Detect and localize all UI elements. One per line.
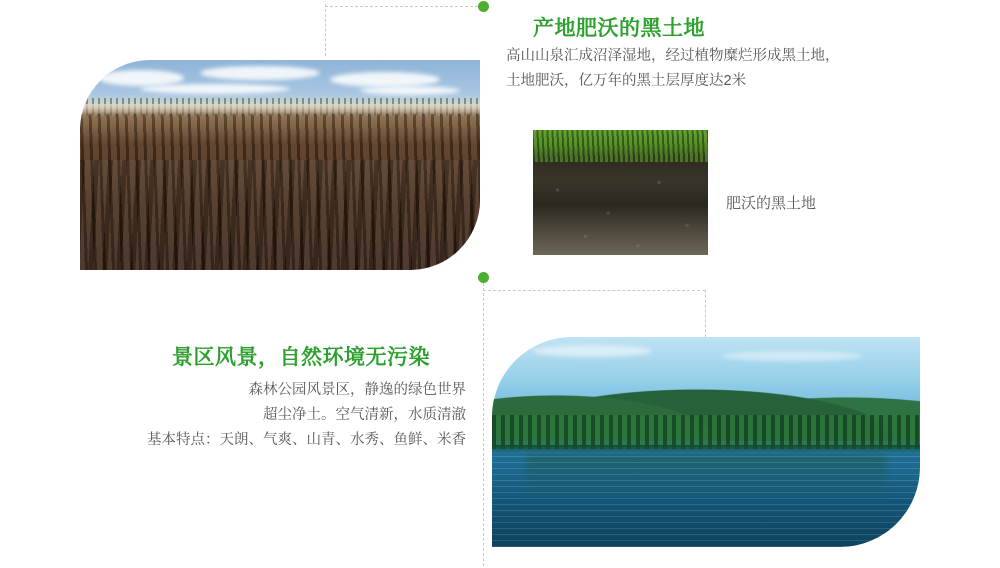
- section-paragraph-scenery: [118, 378, 466, 453]
- green-dot-marker-top: [478, 1, 489, 12]
- connector-line-vertical-middle: [483, 278, 484, 566]
- lake-shoreline: [492, 445, 920, 453]
- paragraph-line: 森林公园风景区，静逸的绿色世界: [248, 382, 466, 398]
- connector-line-horizontal-middle: [483, 290, 705, 291]
- paragraph-line: 土地肥沃，亿万年的黑土层厚度达2米: [506, 73, 747, 89]
- field-horizon: [80, 104, 480, 114]
- paragraph-line: 基本特点：天朗、气爽、山青、水秀、鱼鲜、米香: [147, 432, 466, 448]
- section-headline-scenery: 景区风景，自然环境无污染: [172, 346, 430, 369]
- lake-water-ripples: [492, 453, 920, 547]
- paragraph-line: 高山山泉汇成沼泽湿地，经过植物糜烂形成黑土地，: [506, 48, 840, 64]
- soil-texture-layer: [533, 162, 708, 255]
- lake-treeline: [492, 415, 920, 449]
- green-dot-marker-middle: [478, 272, 489, 283]
- black-soil-sample-caption: 肥沃的黑土地: [726, 195, 817, 212]
- black-soil-sample-photo: [533, 130, 708, 255]
- black-soil-field-photo: [80, 60, 480, 270]
- soil-grass-layer: [533, 130, 708, 162]
- field-furrows-near: [80, 160, 480, 270]
- section-paragraph-black-soil: [506, 44, 840, 94]
- section-headline-black-soil: 产地肥沃的黑土地: [533, 17, 705, 40]
- connector-line-horizontal-top: [325, 6, 483, 7]
- paragraph-line: 超尘净土。空气清新，水质清澈: [263, 407, 466, 423]
- connector-line-vertical-top: [325, 4, 326, 56]
- scenery-lake-photo: [492, 337, 920, 547]
- connector-line-vertical-lake: [705, 290, 706, 342]
